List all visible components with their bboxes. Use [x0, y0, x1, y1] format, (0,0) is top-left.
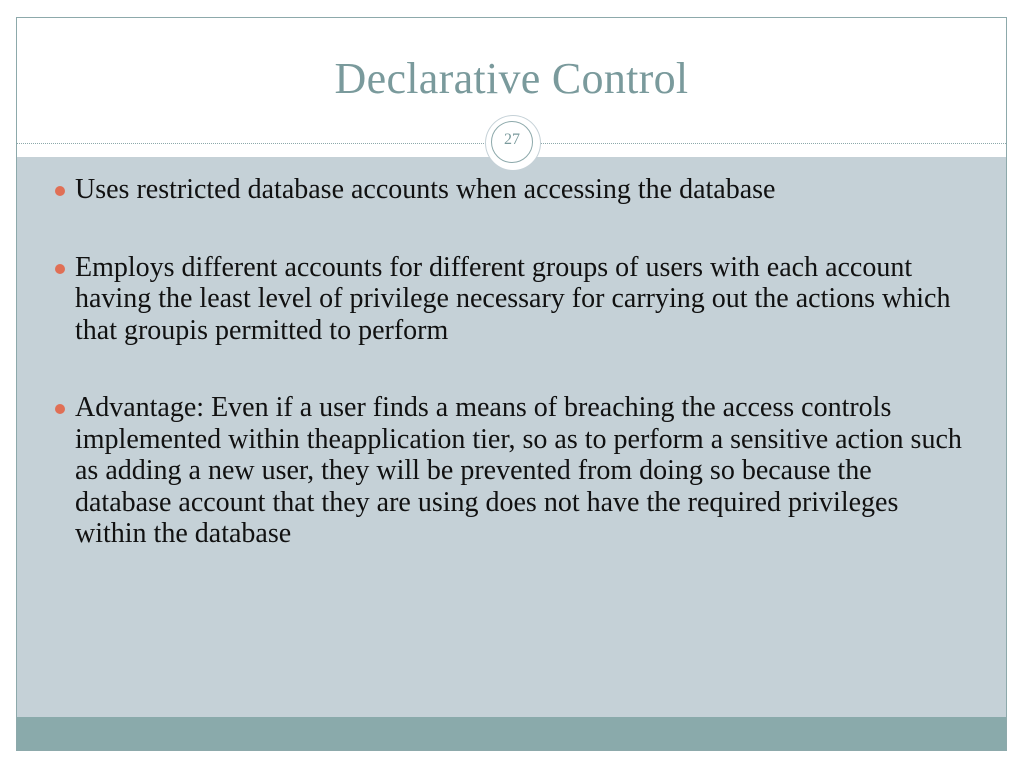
- bullet-item: [55, 392, 975, 550]
- bullet-item: [55, 252, 975, 347]
- bullet-dot-icon: [55, 404, 65, 414]
- slide-title: Declarative Control: [334, 54, 689, 103]
- bullet-dot-icon: [55, 264, 65, 274]
- page-number-badge: [486, 116, 540, 170]
- bullet-dot-icon: [55, 186, 65, 196]
- bullet-text: Uses restricted database accounts when accessing the database: [75, 174, 776, 205]
- bullet-text: Employs different accounts for different groups of users with each account having the least level of privilege necessary for carrying out the actions which that groupis permitted to perform: [75, 251, 951, 346]
- bullet-list: [55, 174, 975, 596]
- slide: [16, 17, 1007, 751]
- page-number: 27: [491, 121, 533, 163]
- bullet-item: [55, 174, 975, 206]
- footer-bar: [17, 717, 1006, 751]
- bullet-text: Advantage: Even if a user finds a means of breaching the access controls implemented within theapplication tier, so as to perform a sensitive action such as adding a new user, they will be prevented from doing so because the database account that they are using does not have the required privileges within the database: [75, 392, 962, 549]
